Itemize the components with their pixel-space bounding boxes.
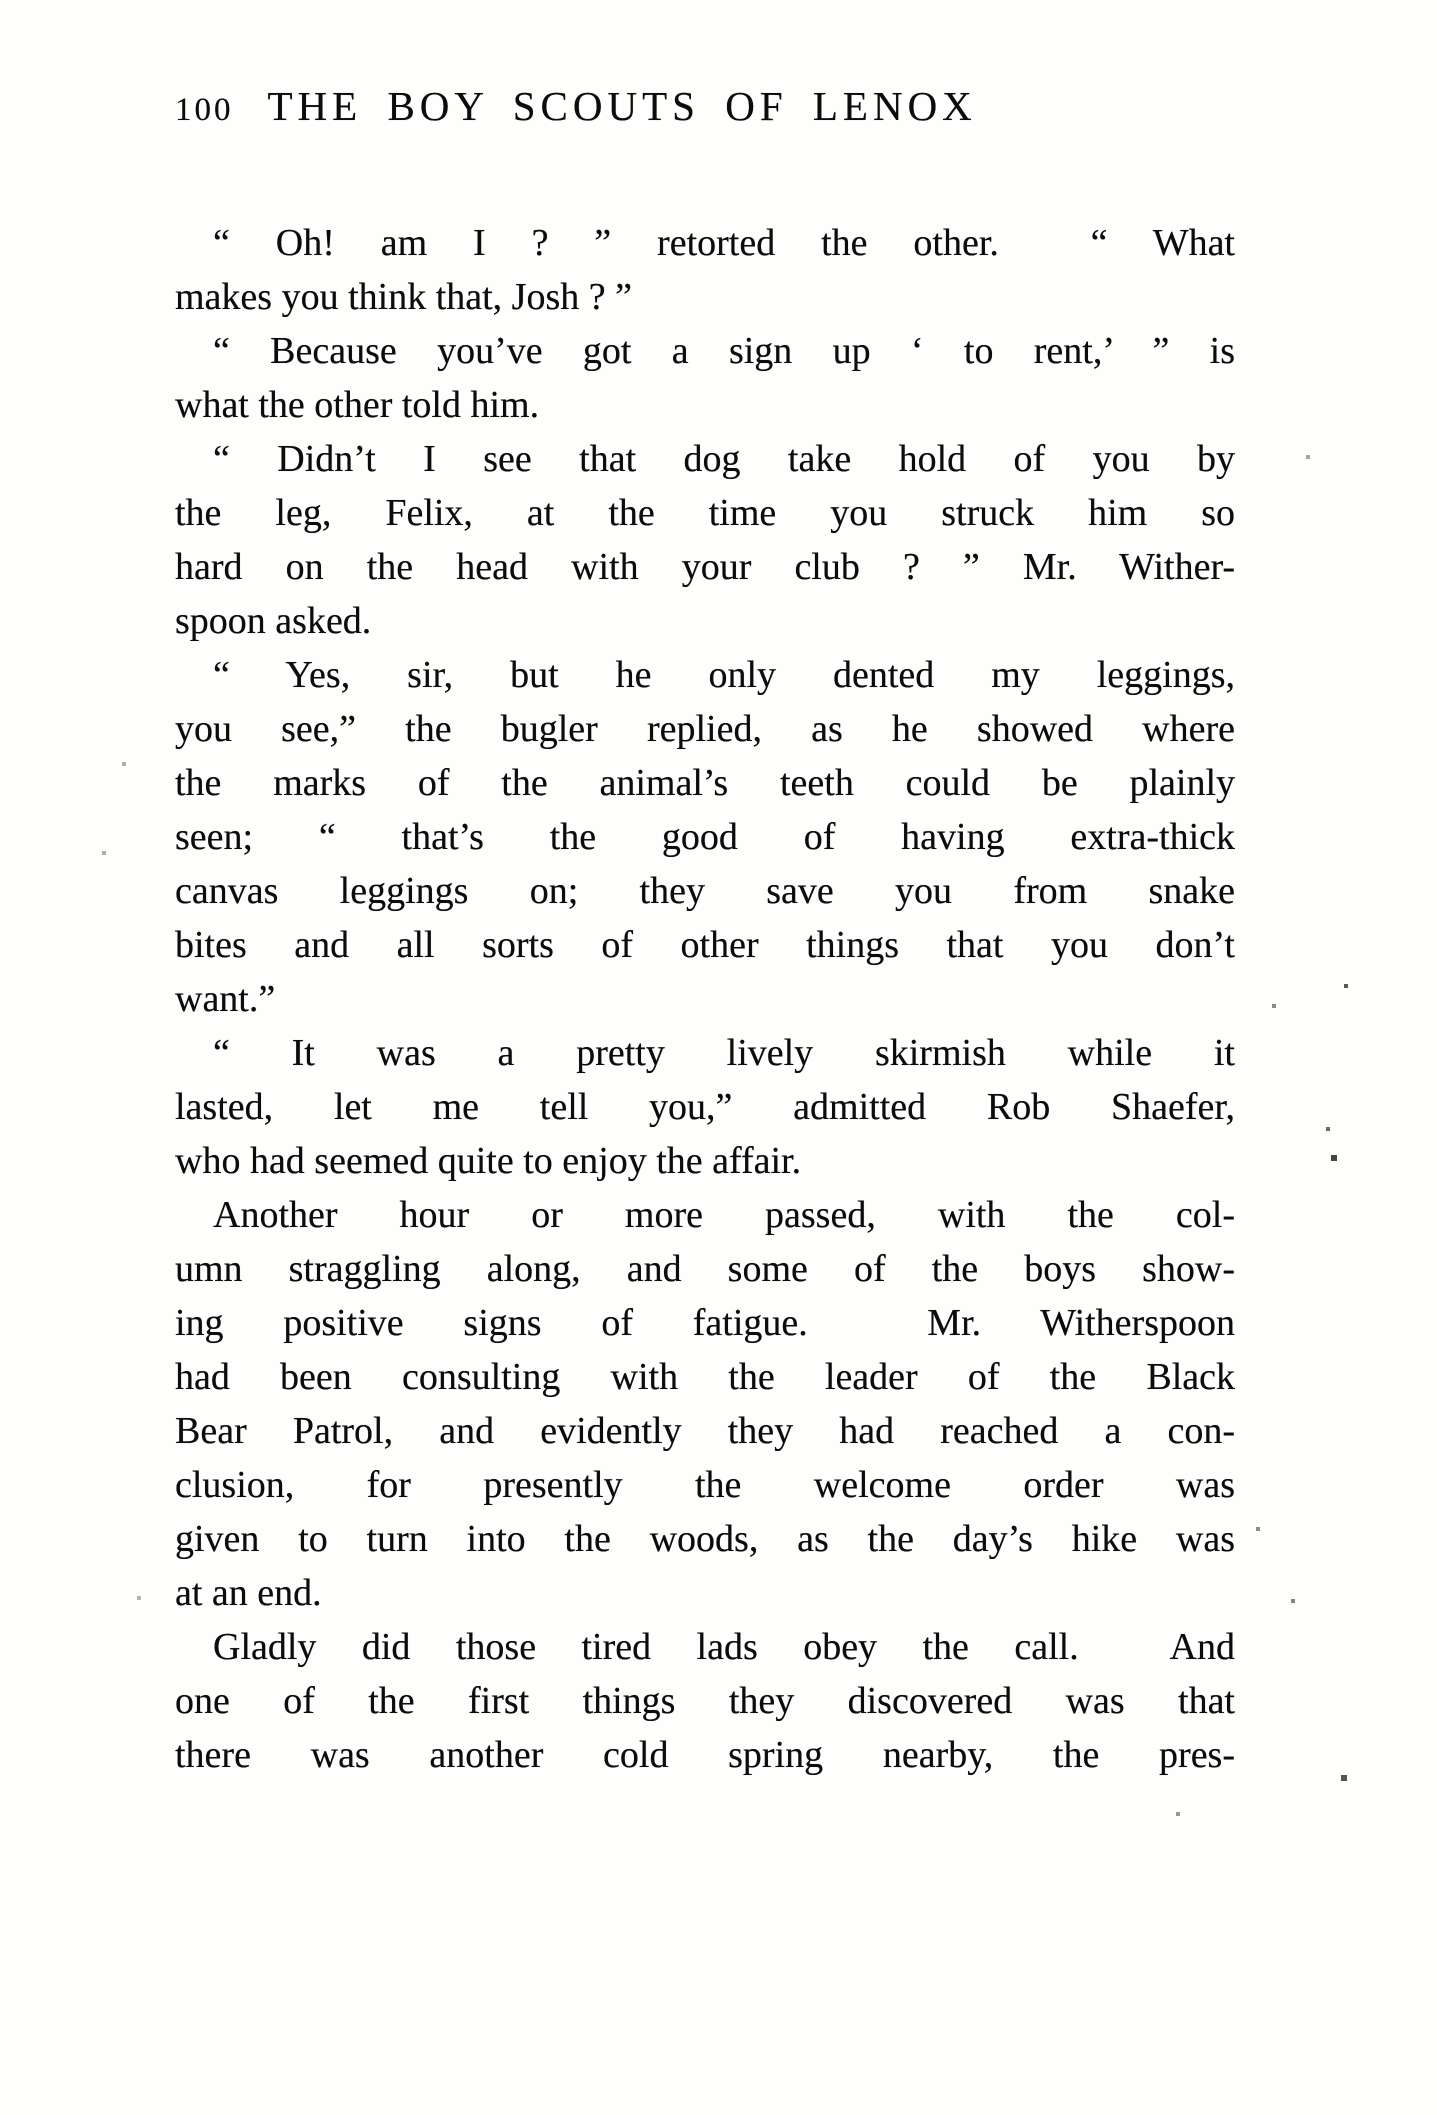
text-line: bites and all sorts of other things that you don’t [175, 924, 1235, 966]
text-line: “ It was a pretty lively skirmish while it [213, 1032, 1235, 1074]
text-line: ing positive signs of fatigue. Mr. Witherspoon [175, 1302, 1235, 1344]
text-line: there was another cold spring nearby, the pres- [175, 1734, 1235, 1776]
text-line: clusion, for presently the welcome order was [175, 1464, 1235, 1506]
text-line: “ Yes, sir, but he only dented my leggings, [213, 654, 1235, 696]
text-line: who had seemed quite to enjoy the affair. [175, 1140, 802, 1182]
text-line: seen; “ that’s the good of having extra-thick [175, 816, 1235, 858]
running-header [175, 82, 977, 130]
text-line: hard on the head with your club ? ” Mr. Wither- [175, 546, 1235, 588]
text-line: Gladly did those tired lads obey the call. And [213, 1626, 1235, 1668]
page-title: THE BOY SCOUTS OF LENOX [267, 83, 977, 129]
text-line: Bear Patrol, and evidently they had reached a con- [175, 1410, 1235, 1452]
page-number: 100 [175, 92, 234, 128]
text-line: what the other told him. [175, 384, 540, 426]
text-line: at an end. [175, 1572, 322, 1614]
text-line: makes you think that, Josh ? ” [175, 276, 632, 318]
text-line: lasted, let me tell you,” admitted Rob Shaefer, [175, 1086, 1235, 1128]
text-line: spoon asked. [175, 600, 372, 642]
text-line: “ Oh! am I ? ” retorted the other. “ What [213, 222, 1235, 264]
text-line: umn straggling along, and some of the boys show- [175, 1248, 1235, 1290]
text-line: “ Didn’t I see that dog take hold of you by [213, 438, 1235, 480]
scan-noise-specks [0, 0, 2, 2]
text-line: Another hour or more passed, with the col- [213, 1194, 1235, 1236]
body-text [175, 216, 1235, 1782]
text-line: the marks of the animal’s teeth could be plainly [175, 762, 1235, 804]
text-line: had been consulting with the leader of the Black [175, 1356, 1235, 1398]
text-line: canvas leggings on; they save you from snake [175, 870, 1235, 912]
text-line: given to turn into the woods, as the day’s hike was [175, 1518, 1235, 1560]
text-line: you see,” the bugler replied, as he showed where [175, 708, 1235, 750]
text-line: one of the first things they discovered was that [175, 1680, 1235, 1722]
text-line: the leg, Felix, at the time you struck him so [175, 492, 1235, 534]
text-line: want.” [175, 978, 276, 1020]
text-line: “ Because you’ve got a sign up ‘ to rent,’ ” is [213, 330, 1235, 372]
